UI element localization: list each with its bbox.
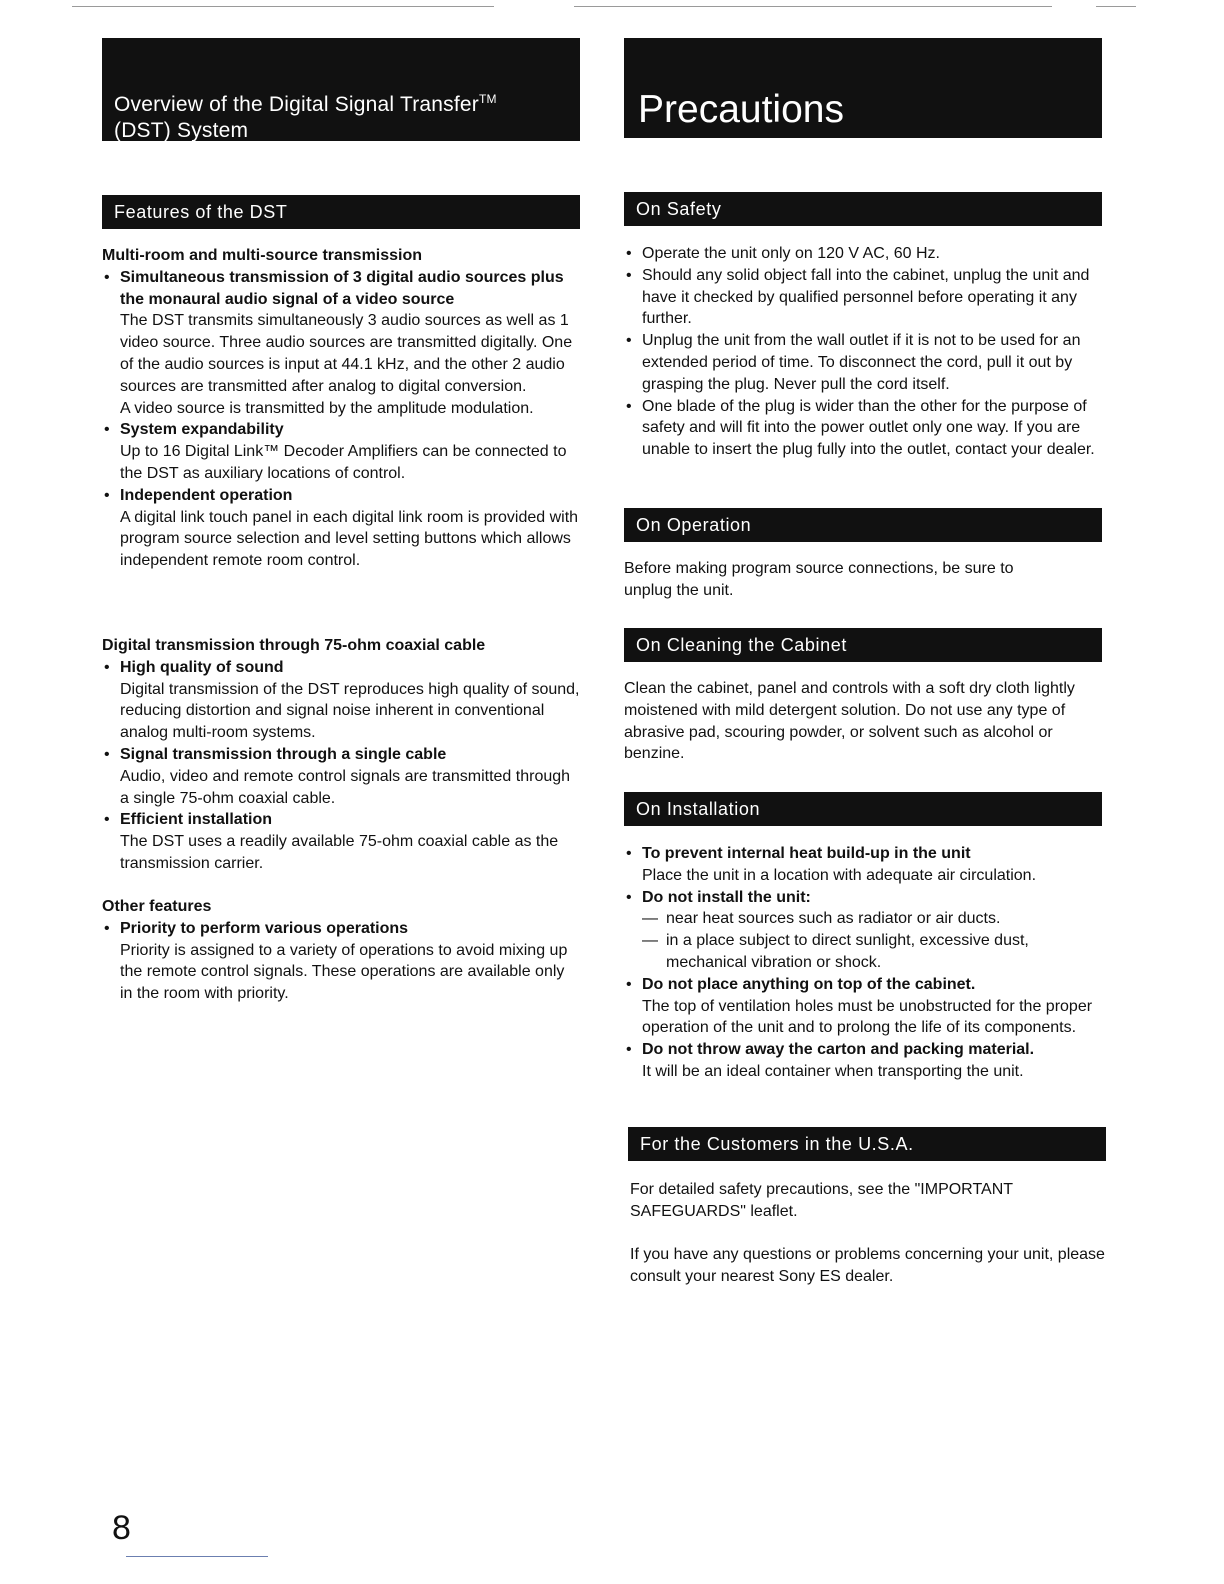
group-heading: Other features [102, 898, 212, 915]
safety-item: • Unplug the unit from the wall outlet if it is not to be used for an extended period of time. To disconnect the cord, pull it out by grasping the plug. Never pull the cord itself. [624, 330, 1102, 395]
safety-section-title: On Safety [636, 199, 722, 219]
overview-header [102, 38, 580, 141]
features-group-2 [102, 635, 580, 875]
operation-section-title: On Operation [636, 515, 752, 535]
customers-text-1: For detailed safety precautions, see the "IMPORTANT SAFEGUARDS" leaflet. [630, 1181, 1013, 1220]
installation-section-title: On Installation [636, 799, 761, 819]
feature-item: • High quality of sound Digital transmission of the DST reproduces high quality of sound, reducing distortion and signal noise inherent in conventional analog multi-room systems. [102, 657, 580, 744]
group-heading: Digital transmission through 75-ohm coaxial cable [102, 637, 486, 654]
precautions-header [624, 38, 1102, 138]
safety-item: • One blade of the plug is wider than the other for the purpose of safety and will fit into the power outlet only one way. If you are unable to insert the plug fully into the outlet, contact your dealer. [624, 396, 1102, 461]
feature-item: • Priority to perform various operations Priority is assigned to a variety of operations to avoid mixing up the remote control signals. These operations are available only in the room with priority. [102, 918, 572, 1005]
features-group-1 [102, 245, 580, 572]
safety-item: • Operate the unit only on 120 V AC, 60 Hz. [624, 243, 1102, 265]
features-section-title: Features of the DST [114, 202, 288, 222]
top-rule-3 [1096, 6, 1136, 7]
customers-section-title: For the Customers in the U.S.A. [640, 1134, 914, 1154]
safety-item: • Should any solid object fall into the cabinet, unplug the unit and have it checked by qualified personnel before operating it any further. [624, 265, 1102, 330]
top-rule-2 [574, 6, 1052, 7]
features-group-3 [102, 896, 572, 1005]
page-number: 8 [112, 1509, 131, 1547]
feature-item: • System expandability Up to 16 Digital Link™ Decoder Amplifiers can be connected to the DST as auxiliary locations of control. [102, 419, 580, 484]
installation-item: • Do not place anything on top of the cabinet. The top of ventilation holes must be unobstructed for the proper operation of the unit and to prolong the life of its components. [624, 974, 1102, 1039]
cleaning-text: Clean the cabinet, panel and controls with a soft dry cloth lightly moistened with mild detergent solution. Do not use any type of abrasive pad, scouring powder, or solvent such as alcohol or benzine. [624, 680, 1075, 763]
cleaning-section-bar [624, 628, 1102, 662]
installation-list [624, 843, 1102, 1083]
installation-item: • Do not throw away the carton and packing material. It will be an ideal container when transporting the unit. [624, 1039, 1102, 1083]
installation-item: • Do not install the unit: — near heat sources such as radiator or air ducts. — in a place subject to direct sunlight, excessive dust, mechanical vibration or shock. [624, 887, 1102, 974]
precautions-title: Precautions [638, 88, 844, 131]
installation-item: • To prevent internal heat build-up in the unit Place the unit in a location with adequate air circulation. [624, 843, 1102, 887]
safety-section-bar [624, 192, 1102, 226]
top-rule-1 [72, 6, 494, 7]
dash-item: — in a place subject to direct sunlight, excessive dust, mechanical vibration or shock. [642, 930, 1102, 974]
feature-item: • Signal transmission through a single cable Audio, video and remote control signals are transmitted through a single 75-ohm coaxial cable. [102, 744, 580, 809]
operation-text: Before making program source connections, be sure to unplug the unit. [624, 560, 1014, 599]
operation-section-bar [624, 508, 1102, 542]
group-heading: Multi-room and multi-source transmission [102, 247, 423, 264]
dash-item: — near heat sources such as radiator or air ducts. [642, 908, 1102, 930]
safety-list [624, 243, 1102, 461]
installation-section-bar [624, 792, 1102, 826]
footer-rule [126, 1556, 268, 1557]
customers-text-2: If you have any questions or problems concerning your unit, please consult your nearest Sony ES dealer. [630, 1246, 1105, 1285]
feature-item: • Efficient installation The DST uses a readily available 75-ohm coaxial cable as the transmission carrier. [102, 809, 580, 874]
features-section-bar [102, 195, 580, 229]
cleaning-section-title: On Cleaning the Cabinet [636, 635, 847, 655]
overview-title: Overview of the Digital Signal Transfer™ (DST) System [114, 92, 497, 142]
feature-item: • Independent operation A digital link touch panel in each digital link room is provided with program source selection and level setting buttons which allows independent remote room control. [102, 485, 580, 572]
customers-section-bar [628, 1127, 1106, 1161]
feature-item: • Simultaneous transmission of 3 digital audio sources plus the monaural audio signal of a video source The DST transmits simultaneously 3 audio sources as well as 1 video source. Three audio sources are transmitted digitally. One of the audio sources is input at 44.1 kHz, and the other 2 audio sources are transmitted after analog to digital conversion. A video source is transmitted by the amplitude modulation. [102, 267, 580, 420]
